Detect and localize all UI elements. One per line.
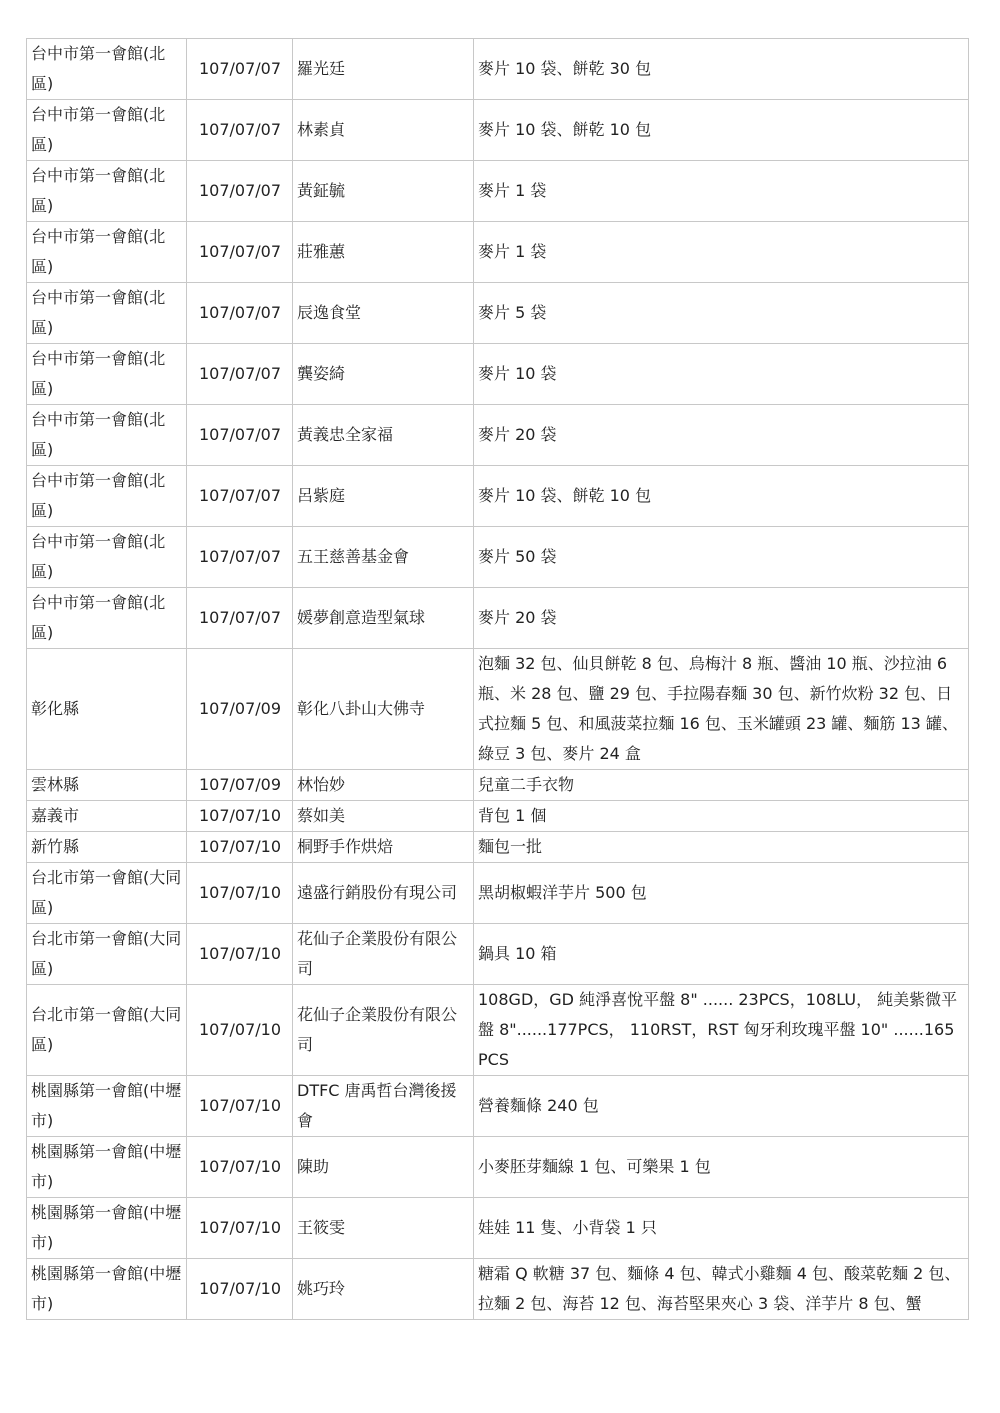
- items-cell: 麥片 1 袋: [474, 161, 969, 222]
- donor-cell: 黃義忠全家福: [293, 405, 474, 466]
- table-row: [27, 801, 969, 832]
- donor-cell: 陳助: [293, 1137, 474, 1198]
- table-row: [27, 161, 969, 222]
- region-cell: 台中市第一會館(北區): [27, 100, 187, 161]
- items-cell: 娃娃 11 隻、小背袋 1 只: [474, 1198, 969, 1259]
- items-cell: 糖霜 Q 軟糖 37 包、麵條 4 包、韓式小雞麵 4 包、酸菜乾麵 2 包、拉麵 2 包、海苔 12 包、海苔堅果夾心 3 袋、洋芋片 8 包、蟹: [474, 1259, 969, 1320]
- donor-cell: 莊雅蕙: [293, 222, 474, 283]
- date-cell: 107/07/07: [187, 222, 293, 283]
- date-cell: 107/07/07: [187, 527, 293, 588]
- region-cell: 台中市第一會館(北區): [27, 405, 187, 466]
- donor-cell: 黃鉦毓: [293, 161, 474, 222]
- date-cell: 107/07/10: [187, 832, 293, 863]
- date-cell: 107/07/10: [187, 1137, 293, 1198]
- region-cell: 台北市第一會館(大同區): [27, 863, 187, 924]
- region-cell: 桃園縣第一會館(中壢市): [27, 1259, 187, 1320]
- donor-cell: 遠盛行銷股份有現公司: [293, 863, 474, 924]
- items-cell: 小麥胚芽麵線 1 包、可樂果 1 包: [474, 1137, 969, 1198]
- items-cell: 泡麵 32 包、仙貝餅乾 8 包、烏梅汁 8 瓶、醬油 10 瓶、沙拉油 6 瓶、米 28 包、鹽 29 包、手拉陽春麵 30 包、新竹炊粉 32 包、日式拉麵 5 包、和風菠菜拉麵 16 包、玉米罐頭 23 罐、麵筋 13 罐、綠豆 3 包、麥片 24 盒: [474, 649, 969, 770]
- region-cell: 台中市第一會館(北區): [27, 39, 187, 100]
- table-row: [27, 770, 969, 801]
- donor-cell: 林素貞: [293, 100, 474, 161]
- items-cell: 麥片 10 袋、餅乾 10 包: [474, 466, 969, 527]
- table-row: [27, 344, 969, 405]
- region-cell: 台中市第一會館(北區): [27, 161, 187, 222]
- region-cell: 台中市第一會館(北區): [27, 588, 187, 649]
- table-row: [27, 466, 969, 527]
- date-cell: 107/07/10: [187, 1198, 293, 1259]
- region-cell: 雲林縣: [27, 770, 187, 801]
- items-cell: 麵包一批: [474, 832, 969, 863]
- items-cell: 108GD，GD 純淨喜悅平盤 8" ...... 23PCS，108LU， 純美紫微平盤 8"......177PCS， 110RST，RST 匈牙利玫瑰平盤 10" ......165PCS: [474, 985, 969, 1076]
- region-cell: 台北市第一會館(大同區): [27, 985, 187, 1076]
- date-cell: 107/07/10: [187, 1076, 293, 1137]
- donor-cell: 龔姿綺: [293, 344, 474, 405]
- table-row: [27, 863, 969, 924]
- region-cell: 台中市第一會館(北區): [27, 466, 187, 527]
- table-row: [27, 527, 969, 588]
- table-row: [27, 39, 969, 100]
- table-row: [27, 405, 969, 466]
- region-cell: 台中市第一會館(北區): [27, 344, 187, 405]
- donor-cell: 呂紫庭: [293, 466, 474, 527]
- items-cell: 麥片 50 袋: [474, 527, 969, 588]
- donor-cell: 辰逸食堂: [293, 283, 474, 344]
- items-cell: 背包 1 個: [474, 801, 969, 832]
- table-row: [27, 1198, 969, 1259]
- region-cell: 桃園縣第一會館(中壢市): [27, 1137, 187, 1198]
- region-cell: 台中市第一會館(北區): [27, 283, 187, 344]
- date-cell: 107/07/09: [187, 649, 293, 770]
- donor-cell: DTFC 唐禹哲台灣後援會: [293, 1076, 474, 1137]
- table-row: [27, 100, 969, 161]
- donor-cell: 王筱雯: [293, 1198, 474, 1259]
- date-cell: 107/07/07: [187, 161, 293, 222]
- donor-cell: 五王慈善基金會: [293, 527, 474, 588]
- date-cell: 107/07/07: [187, 100, 293, 161]
- table-row: [27, 1259, 969, 1320]
- items-cell: 麥片 5 袋: [474, 283, 969, 344]
- items-cell: 麥片 10 袋、餅乾 10 包: [474, 100, 969, 161]
- table-row: [27, 283, 969, 344]
- table-row: [27, 832, 969, 863]
- donation-table-page: [26, 38, 968, 1320]
- date-cell: 107/07/09: [187, 770, 293, 801]
- date-cell: 107/07/10: [187, 985, 293, 1076]
- donor-cell: 林怡妙: [293, 770, 474, 801]
- items-cell: 麥片 20 袋: [474, 405, 969, 466]
- donor-cell: 媛夢創意造型氣球: [293, 588, 474, 649]
- date-cell: 107/07/10: [187, 863, 293, 924]
- table-row: [27, 222, 969, 283]
- region-cell: 桃園縣第一會館(中壢市): [27, 1198, 187, 1259]
- region-cell: 彰化縣: [27, 649, 187, 770]
- table-row: [27, 1076, 969, 1137]
- region-cell: 台中市第一會館(北區): [27, 222, 187, 283]
- region-cell: 嘉義市: [27, 801, 187, 832]
- items-cell: 麥片 10 袋: [474, 344, 969, 405]
- date-cell: 107/07/07: [187, 466, 293, 527]
- date-cell: 107/07/07: [187, 588, 293, 649]
- donor-cell: 彰化八卦山大佛寺: [293, 649, 474, 770]
- region-cell: 新竹縣: [27, 832, 187, 863]
- items-cell: 麥片 20 袋: [474, 588, 969, 649]
- items-cell: 鍋具 10 箱: [474, 924, 969, 985]
- donor-cell: 桐野手作烘焙: [293, 832, 474, 863]
- table-row: [27, 588, 969, 649]
- table-row: [27, 649, 969, 770]
- items-cell: 黑胡椒蝦洋芋片 500 包: [474, 863, 969, 924]
- donor-cell: 花仙子企業股份有限公司: [293, 924, 474, 985]
- items-cell: 營養麵條 240 包: [474, 1076, 969, 1137]
- table-row: [27, 985, 969, 1076]
- date-cell: 107/07/07: [187, 344, 293, 405]
- date-cell: 107/07/07: [187, 405, 293, 466]
- region-cell: 桃園縣第一會館(中壢市): [27, 1076, 187, 1137]
- date-cell: 107/07/07: [187, 39, 293, 100]
- region-cell: 台中市第一會館(北區): [27, 527, 187, 588]
- donation-table: [26, 38, 969, 1320]
- region-cell: 台北市第一會館(大同區): [27, 924, 187, 985]
- donor-cell: 羅光廷: [293, 39, 474, 100]
- date-cell: 107/07/10: [187, 801, 293, 832]
- donor-cell: 花仙子企業股份有限公司: [293, 985, 474, 1076]
- donor-cell: 蔡如美: [293, 801, 474, 832]
- date-cell: 107/07/10: [187, 924, 293, 985]
- table-row: [27, 924, 969, 985]
- table-row: [27, 1137, 969, 1198]
- date-cell: 107/07/10: [187, 1259, 293, 1320]
- donor-cell: 姚巧玲: [293, 1259, 474, 1320]
- date-cell: 107/07/07: [187, 283, 293, 344]
- items-cell: 兒童二手衣物: [474, 770, 969, 801]
- donation-table-body: [27, 39, 969, 1320]
- items-cell: 麥片 1 袋: [474, 222, 969, 283]
- items-cell: 麥片 10 袋、餅乾 30 包: [474, 39, 969, 100]
